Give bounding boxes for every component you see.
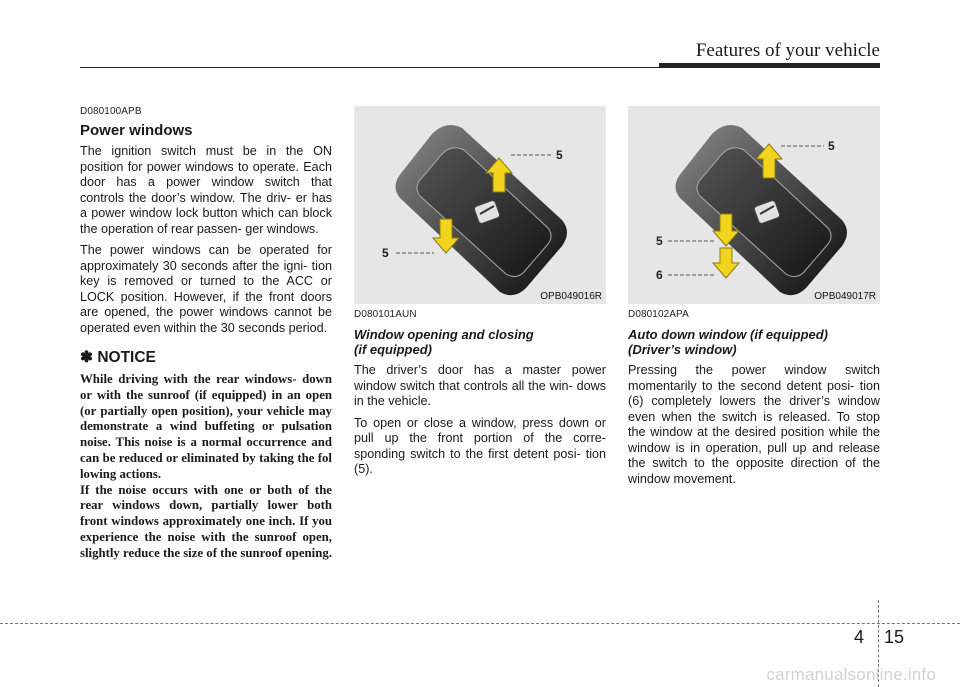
heading-auto-down — [628, 327, 880, 357]
column-auto-down — [628, 106, 880, 493]
section-code: D080101AUN — [354, 309, 417, 320]
column-power-windows — [80, 106, 332, 562]
section-title: Features of your vehicle — [695, 40, 880, 61]
section-code: D080102APA — [628, 309, 689, 320]
page-number: 15 — [884, 627, 905, 647]
heading-line: Auto down window (if equipped) — [628, 327, 829, 342]
watermark: carmanualsonline.info — [766, 665, 936, 684]
figure-window-switch — [354, 106, 606, 304]
paragraph: The driver’s door has a master power window switch that controls all the win- dows in the vehicle. — [354, 363, 606, 408]
callout-label: 5 — [556, 148, 563, 162]
header-rule — [80, 67, 880, 68]
callout-label: 6 — [656, 268, 663, 282]
callout-label: 5 — [656, 234, 663, 248]
column-window-open-close — [354, 106, 606, 484]
heading-window-opening — [354, 327, 606, 357]
paragraph: Pressing the power window switch momentarily to the second detent posi- tion (6) completely lowers the driver’s window even when the switch is released. To stop the window at the desired position while the window is in operation, pull up and release the switch to the opposite direction of the window movement. — [628, 363, 880, 486]
paragraph: To open or close a window, press down or pull up the front portion of the corre- sponding switch to the first detent posi- tion (5). — [354, 415, 606, 476]
notice-title: NOTICE — [97, 349, 156, 366]
heading-power-windows: Power windows — [80, 122, 193, 139]
notice-paragraph: If the noise occurs with one or both of the rear windows down, partially lower both front windows approximately one inch. If you experience the noise with the sunroof open, slightly reduce the size of the sunroof opening. — [80, 482, 332, 560]
heading-line: Window opening and closing — [354, 327, 534, 342]
figure-auto-down-switch — [628, 106, 880, 304]
paragraph: The ignition switch must be in the ON position for power windows to operate. Each door has a power window switch that controls the door’s window. The driv- er has a power window lock button which can block the operation of rear passen- ger windows. — [80, 144, 332, 236]
section-code: D080100APB — [80, 106, 142, 117]
heading-line: (Driver’s window) — [628, 342, 737, 357]
notice-paragraph: While driving with the rear windows- down or with the sunroof (if equipped) in an open (or partially open position), your vehicle may demonstrate a wind buffeting or pulsation noise. This noise is a normal occurrence and can be reduced or eliminated by taking the fol lowing actions. — [80, 372, 332, 481]
footer-rule — [0, 623, 960, 624]
heading-line: (if equipped) — [354, 342, 432, 357]
auto-down-switch-illustration — [628, 106, 880, 304]
notice-star-icon: ✽ — [80, 349, 93, 366]
chapter-number: 4 — [854, 627, 865, 647]
figure-code: OPB049016R — [540, 291, 602, 302]
notice-heading — [80, 348, 332, 367]
callout-label: 5 — [382, 246, 389, 260]
window-switch-illustration — [354, 106, 606, 304]
callout-label: 5 — [828, 139, 835, 153]
figure-code: OPB049017R — [814, 291, 876, 302]
paragraph: The power windows can be operated for approximately 30 seconds after the igni- tion key is removed or turned to the ACC or LOCK position. However, if the front doors are opened, the power windows cannot be operated even within the 30 seconds period. — [80, 243, 332, 335]
arrow-down-icon — [713, 248, 739, 278]
